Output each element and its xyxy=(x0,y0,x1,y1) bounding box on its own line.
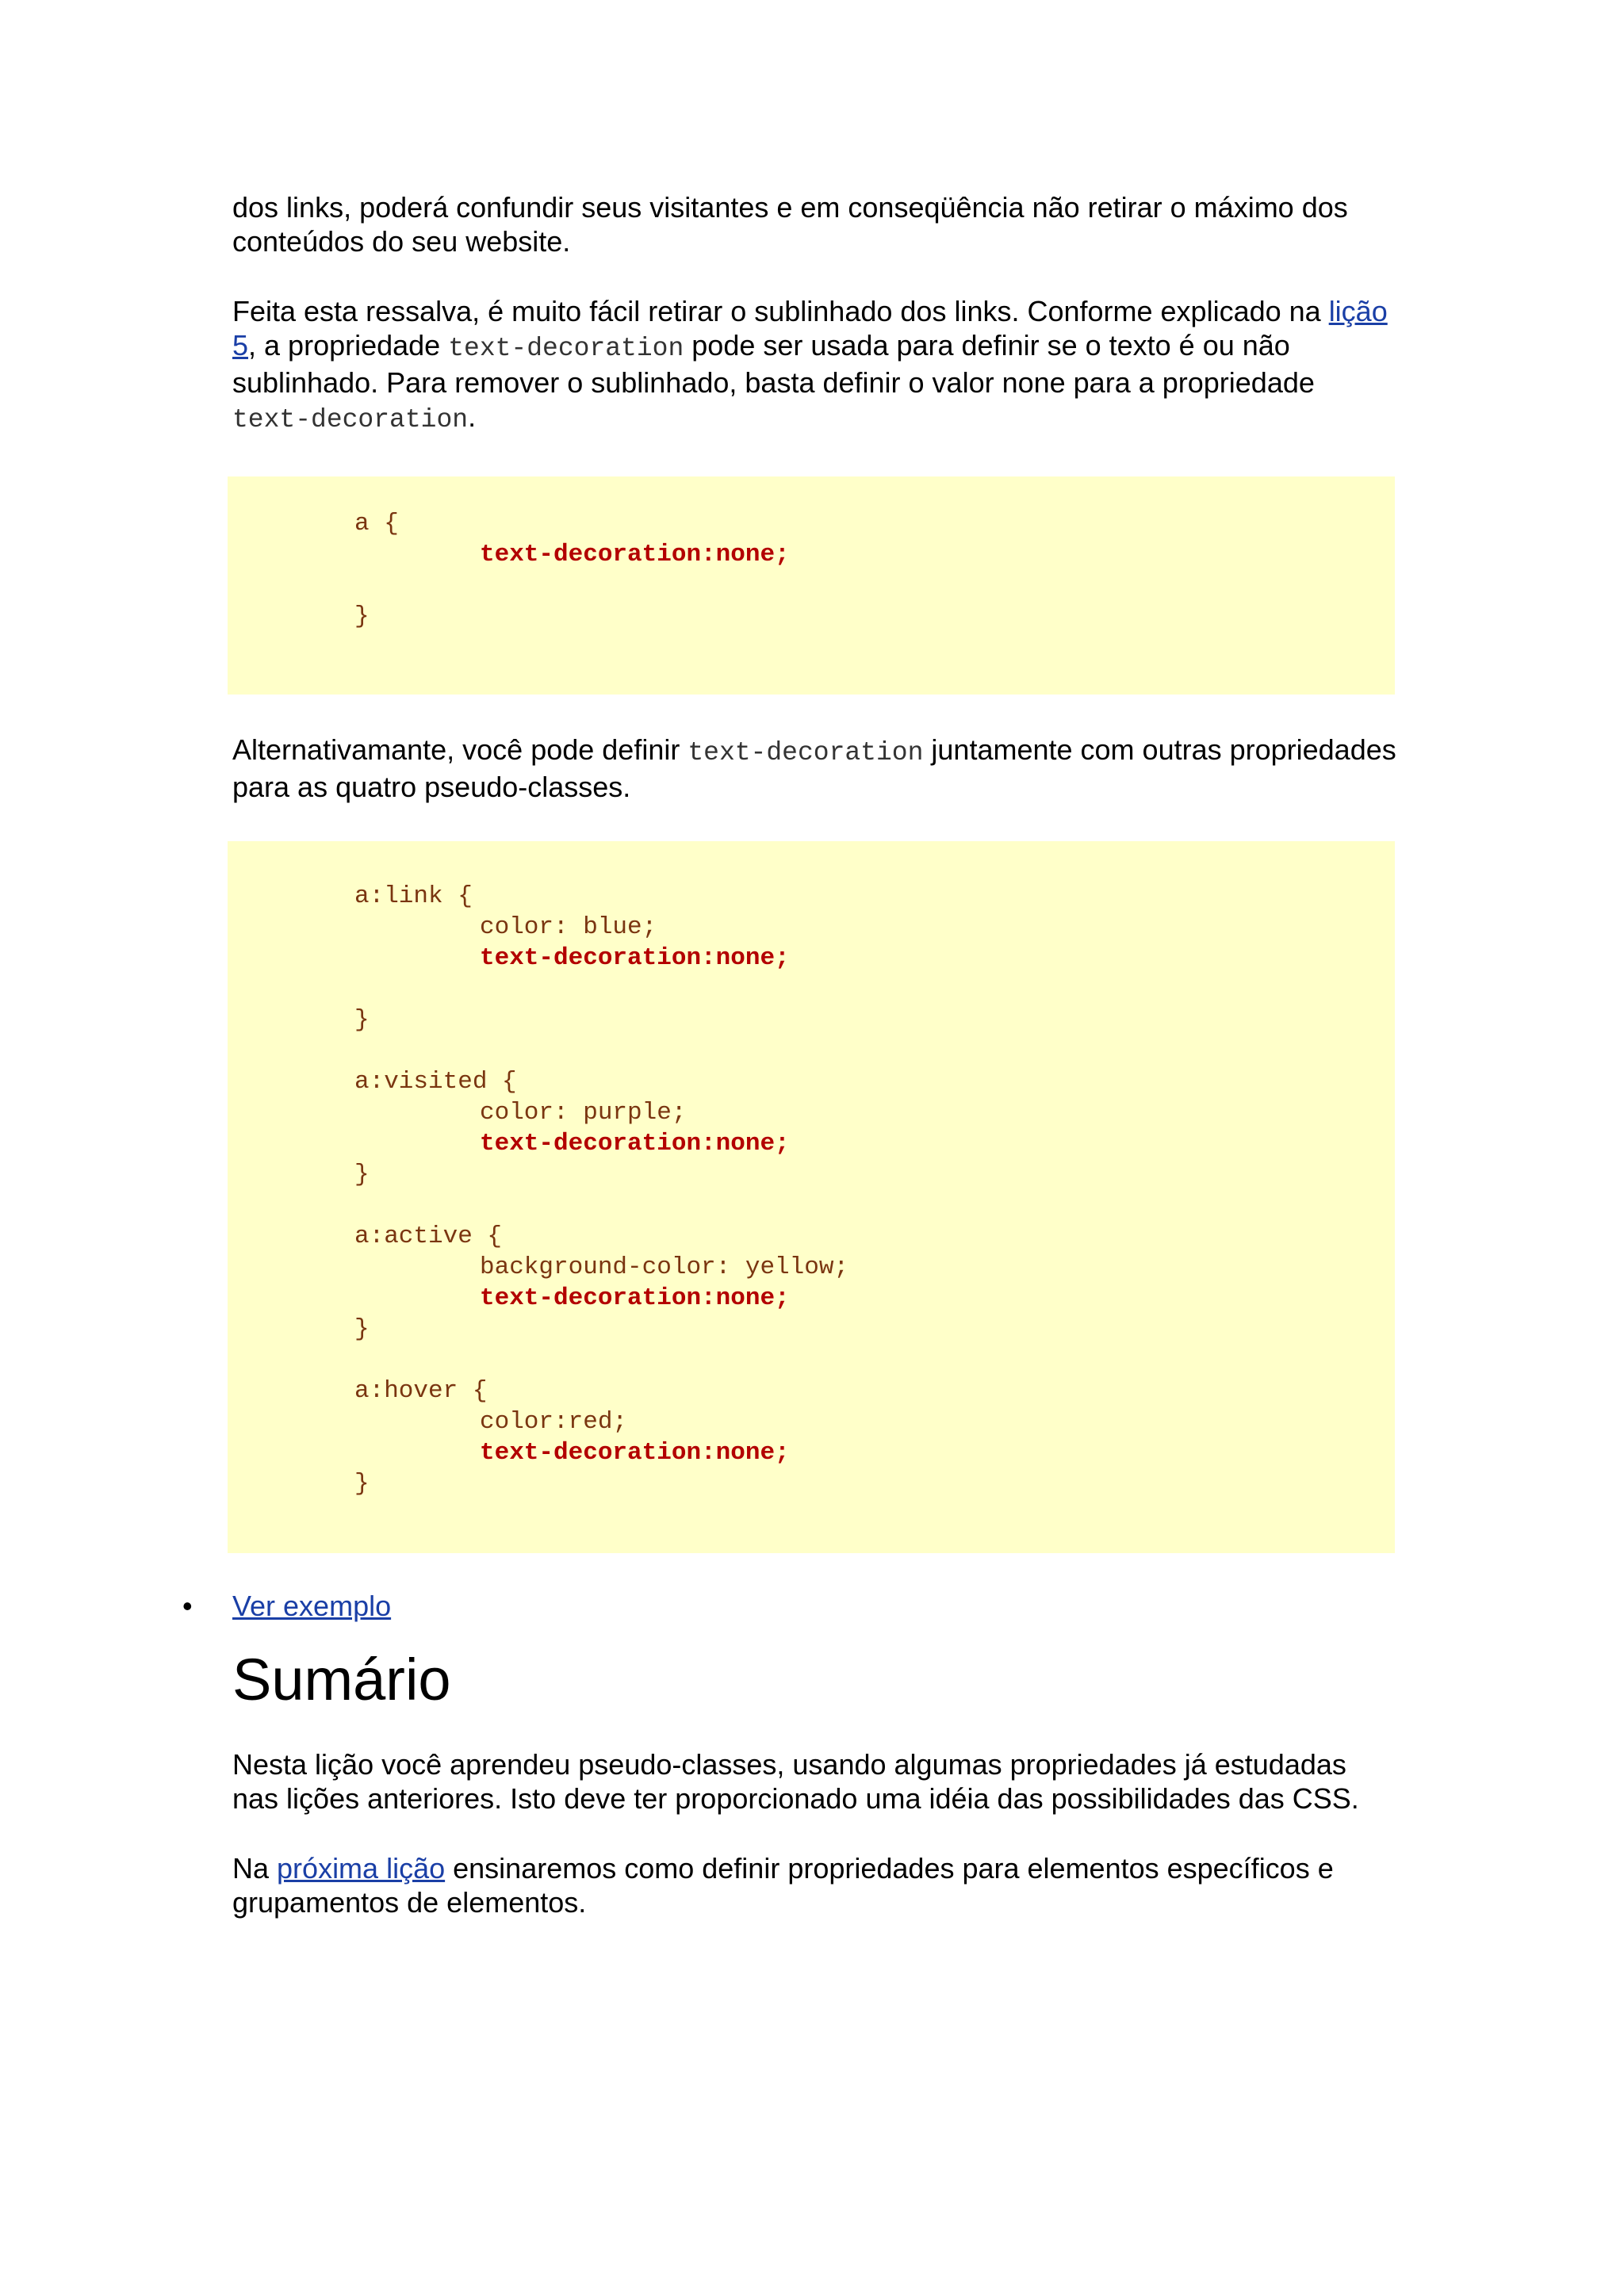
code-line-blank xyxy=(354,1345,1395,1376)
paragraph-text: Nesta lição você aprendeu pseudo-classes, usando algumas propriedades já estudadas nas lições anteriores. Isto deve ter proporcionado uma idéia das possibilidades das CSS. xyxy=(232,1748,1359,1815)
code-line: } xyxy=(354,1006,370,1034)
code-line: } xyxy=(354,1470,370,1498)
code-block-pseudo-classes xyxy=(228,841,1395,1553)
code-line: } xyxy=(354,603,370,630)
paragraph-text: Feita esta ressalva, é muito fácil retirar o sublinhado dos links. Conforme explicado na xyxy=(232,295,1329,327)
inline-code: text-decoration xyxy=(232,405,469,434)
paragraph-text: dos links, poderá confundir seus visitantes e em conseqüência não retirar o máximo dos conteúdos do seu website. xyxy=(232,191,1348,258)
code-line: a { xyxy=(354,510,399,538)
paragraph-alternative xyxy=(232,733,1400,804)
code-line-blank xyxy=(354,570,1395,601)
paragraph-text: ensinaremos como definir propriedades para elementos específicos e grupamentos de elementos. xyxy=(232,1852,1334,1919)
inline-code: text-decoration xyxy=(448,334,684,363)
summary-paragraph xyxy=(232,1747,1400,1816)
list-item xyxy=(182,1589,1400,1623)
bullet-icon: • xyxy=(182,1590,193,1622)
code-line: color:red; xyxy=(480,1408,628,1436)
code-line-bold: text-decoration:none; xyxy=(480,944,790,972)
paragraph-text: juntamente com outras propriedades para as quatro pseudo-classes. xyxy=(232,733,1396,803)
inline-code: text-decoration xyxy=(688,738,924,767)
code-line: } xyxy=(354,1161,370,1188)
code-line-blank xyxy=(354,1035,1395,1066)
paragraph-text: . xyxy=(468,400,477,433)
next-lesson-link[interactable]: próxima lição xyxy=(277,1852,446,1885)
code-line: color: purple; xyxy=(480,1099,687,1127)
code-line: } xyxy=(354,1315,370,1343)
code-line: a:hover { xyxy=(354,1377,488,1405)
see-example-link[interactable]: Ver exemplo xyxy=(232,1590,392,1622)
code-line: a:link { xyxy=(354,882,473,910)
code-line: color: blue; xyxy=(480,913,657,941)
code-block-a-selector xyxy=(228,476,1395,695)
code-line-bold: text-decoration:none; xyxy=(480,1439,790,1467)
paragraph-text: Alternativamante, você pode definir xyxy=(232,733,688,766)
code-line-bold: text-decoration:none; xyxy=(480,1284,790,1312)
paragraph-links-warning xyxy=(232,190,1400,258)
document-page xyxy=(182,190,1400,1919)
code-line-bold: text-decoration:none; xyxy=(480,541,790,568)
code-line: a:active { xyxy=(354,1223,503,1250)
code-line: a:visited { xyxy=(354,1068,517,1096)
next-lesson-paragraph xyxy=(232,1851,1400,1919)
paragraph-text: Na xyxy=(232,1852,278,1885)
code-line-bold: text-decoration:none; xyxy=(480,1130,790,1158)
paragraph-text: , a propriedade xyxy=(248,329,449,362)
code-line-blank xyxy=(354,1190,1395,1221)
summary-heading: Sumário xyxy=(232,1647,451,1712)
code-line: background-color: yellow; xyxy=(480,1253,849,1281)
lesson-5-link[interactable]: lição 5 xyxy=(232,295,1388,362)
paragraph-remove-underline xyxy=(232,294,1400,437)
code-line-blank xyxy=(354,974,1395,1004)
paragraph-text: pode ser usada para definir se o texto é ou não sublinhado. Para remover o sublinhado, basta definir o valor none para a propriedade xyxy=(232,329,1315,399)
